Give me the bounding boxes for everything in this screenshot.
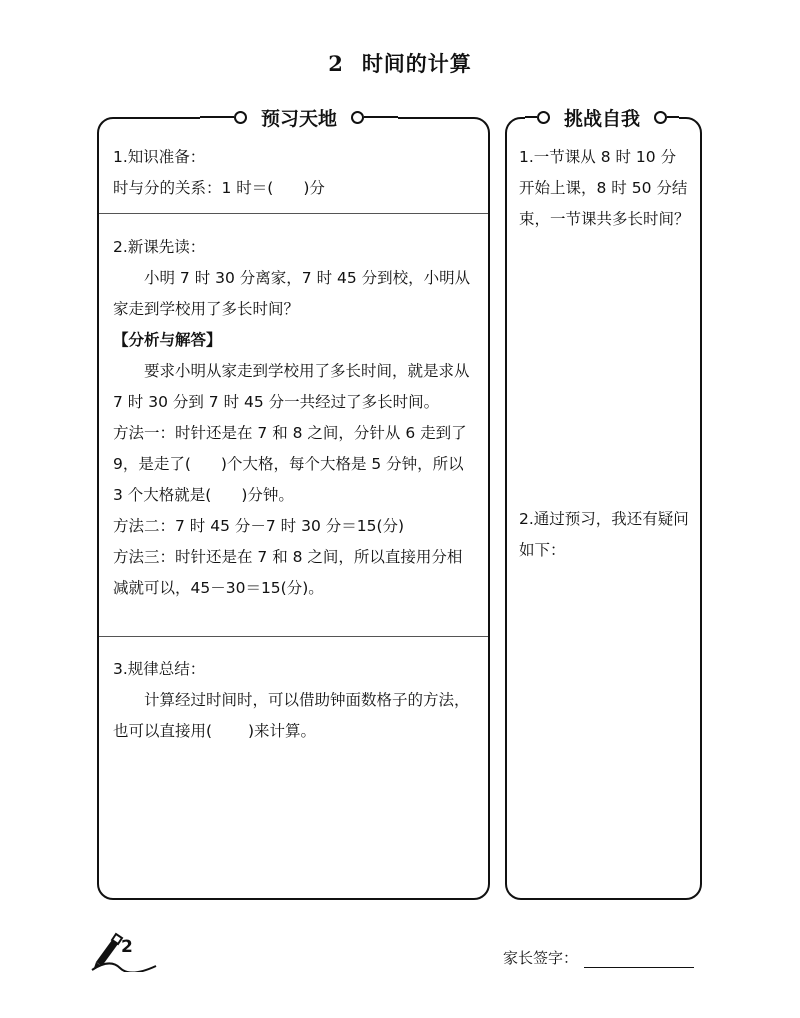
new-lesson-heading: 2.新课先读：	[113, 238, 206, 256]
page-title-number: 2	[328, 51, 344, 76]
section-divider	[99, 636, 488, 637]
parent-signature	[503, 947, 694, 968]
new-lesson-section	[99, 232, 488, 604]
challenge-question-1	[507, 142, 700, 235]
summary-text: 计算经过时间时，可以借助钟面数格子的方法，也可以直接用( )来计算。	[113, 685, 474, 747]
preview-header-label: 预习天地	[261, 107, 338, 130]
knowledge-prep-heading: 1.知识准备：	[113, 148, 206, 166]
header-left-decoration	[525, 111, 550, 124]
header-right-decoration	[351, 111, 398, 124]
signature-line[interactable]	[584, 951, 694, 968]
knowledge-prep-section	[99, 142, 488, 204]
challenge-question-2	[507, 504, 700, 566]
answer-blank[interactable]	[273, 173, 303, 204]
summary-section	[99, 654, 488, 747]
method-one: 方法一：时针还是在 7 和 8 之间，分针从 6 走到了 9，是走了( )个大格，每个大格是 5 分钟，所以 3 个大格就是( )分钟。	[113, 418, 474, 511]
challenge-header-label: 挑战自我	[564, 107, 641, 130]
page-title	[0, 48, 800, 78]
method-three: 方法三：时针还是在 7 和 8 之间，所以直接用分相减就可以，45－30＝15(分)。	[113, 548, 463, 597]
signature-label: 家长签字：	[503, 949, 579, 967]
analysis-label: 【分析与解答】	[113, 331, 222, 349]
challenge-question-2-text: 2.通过预习，我还有疑问如下：	[519, 510, 689, 559]
answer-blank[interactable]	[212, 716, 248, 747]
section-divider	[99, 213, 488, 214]
header-right-decoration	[654, 111, 679, 124]
problem-text: 小明 7 时 30 分离家，7 时 45 分到校，小明从家走到学校用了多长时间？	[113, 269, 471, 318]
summary-heading: 3.规律总结：	[113, 660, 206, 678]
page-number: 2	[121, 937, 133, 957]
answer-blank[interactable]	[191, 449, 221, 480]
knowledge-prep-line: 时与分的关系：1 时＝( )分	[113, 173, 474, 204]
header-left-decoration	[200, 111, 247, 124]
challenge-question-1-text: 1.一节课从 8 时 10 分开始上课，8 时 50 分结束，一节课共多长时间？	[519, 148, 690, 228]
method-two: 方法二：7 时 45 分－7 时 30 分＝15(分)	[113, 517, 405, 535]
challenge-header	[525, 100, 679, 134]
answer-blank[interactable]	[211, 480, 241, 511]
preview-header	[200, 100, 398, 134]
page-title-text: 时间的计算	[361, 52, 472, 76]
analysis-text: 要求小明从家走到学校用了多长时间，就是求从 7 时 30 分到 7 时 45 分一共经过了多长时间。	[113, 362, 470, 411]
